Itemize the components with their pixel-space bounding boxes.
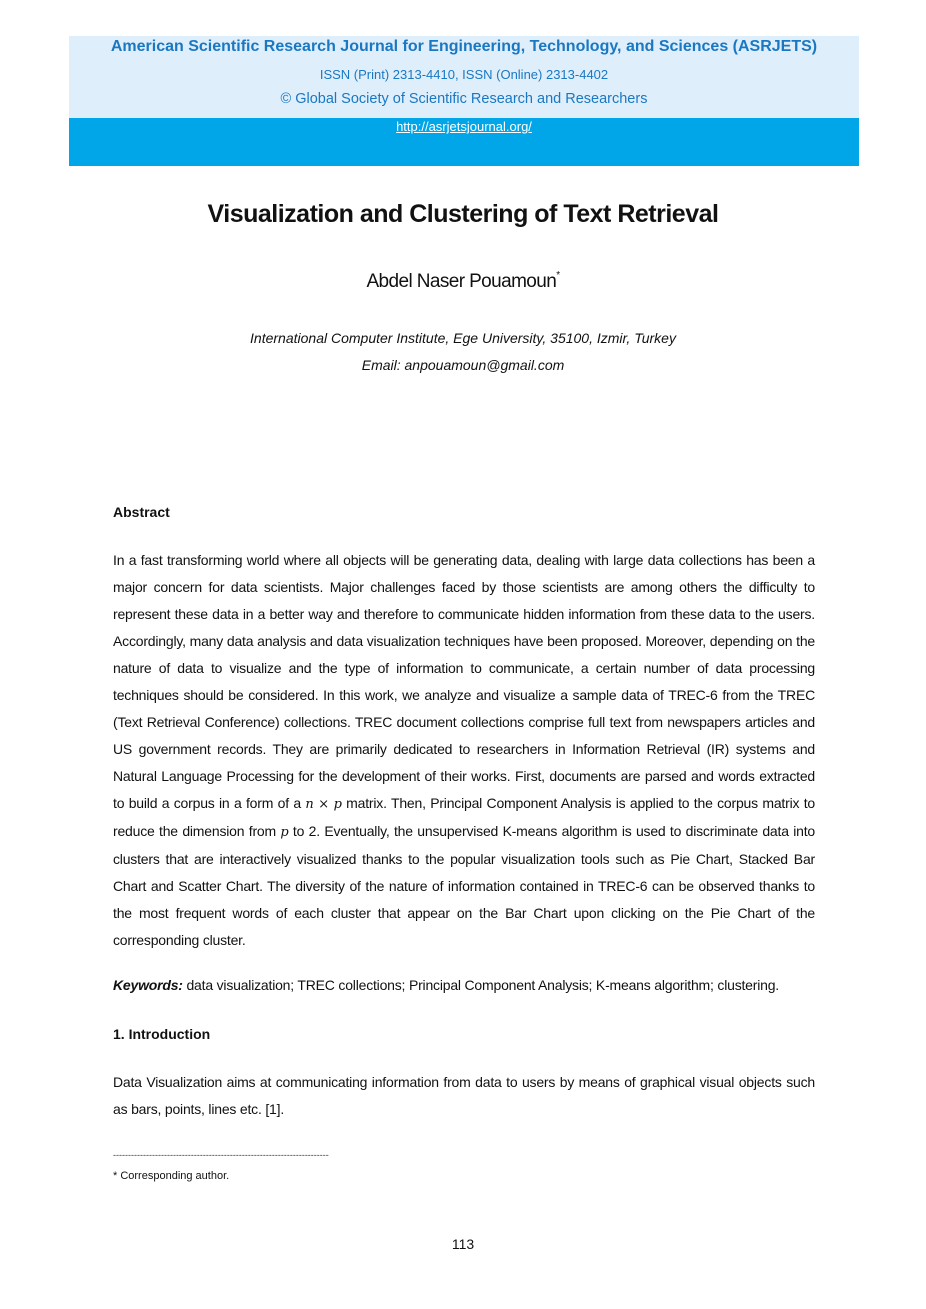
journal-society: © Global Society of Scientific Research and Researchers [280, 91, 648, 107]
keywords-line [113, 977, 815, 993]
math-p: p [280, 825, 289, 840]
journal-url-link[interactable]: http://asrjetsjournal.org/ [396, 119, 532, 134]
author-line [0, 270, 926, 293]
introduction-paragraph: Data Visualization aims at communicating information from data to users by means of graphical visual objects such as bars, points, lines etc. [1]. [113, 1074, 815, 1117]
keywords-text: data visualization; TREC collections; Principal Component Analysis; K-means algorithm; clustering. [182, 977, 780, 993]
keywords-label: Keywords: [113, 977, 183, 993]
author-email: Email: anpouamoun@gmail.com [361, 357, 565, 373]
author-affiliation: International Computer Institute, Ege University, 35100, Izmir, Turkey [250, 330, 676, 346]
math-n-times-p: n × p [305, 797, 342, 812]
abstract-paragraph [113, 547, 815, 954]
abstract-text-part-1: In a fast transforming world where all objects will be generating data, dealing with large data collections has been a major concern for data scientists. Major challenges faced by those scientists are among others the difficulty to represent these data in a better way and therefore to communicate hidden information from these data to the users. Accordingly, many data analysis and data visualization techniques have been proposed. Moreover, depending on the nature of data to visualize and the type of information to communicate, a certain number of data processing techniques should be considered. In this work, we analyze and visualize a sample data of TREC-6 from the TREC (Text Retrieval Conference) collections. TREC document collections comprise full text from newspapers articles and US government records. They are primarily dedicated to researchers in Information Retrieval (IR) systems and Natural Language Processing for the development of their works. First, documents are parsed and words extracted to build a corpus in a form of a [113, 552, 815, 811]
abstract-heading: Abstract [113, 504, 170, 520]
paper-title: Visualization and Clustering of Text Retrieval [207, 200, 719, 228]
introduction-heading: 1. Introduction [113, 1026, 211, 1042]
journal-title: American Scientific Research Journal for Engineering, Technology, and Sciences (ASRJETS) [110, 38, 818, 55]
abstract-text-part-2: matrix. Then, Principal Component Analysis is applied to the corpus matrix to reduce the dimension from [113, 795, 815, 839]
footnote-text: * Corresponding author. [113, 1170, 230, 1182]
author-mark: * [556, 270, 560, 281]
abstract-text-part-3: to 2. Eventually, the unsupervised K-means algorithm is used to discriminate data into clusters that are interactively visualized thanks to the popular visualization tools such as Pie Chart, Stacked Bar Chart and Scatter Chart. The diversity of the nature of information contained in TREC-6 can be observed thanks to the most frequent words of each cluster that appear on the Bar Chart upon clicking on the Pie Chart of the corresponding cluster. [113, 823, 815, 948]
page-number: 113 [451, 1236, 475, 1252]
footnote-rule: ------------------------------------------------------------------------ [113, 1150, 329, 1160]
author-name: Abdel Naser Pouamoun [366, 271, 557, 292]
journal-issn: ISSN (Print) 2313-4410, ISSN (Online) 2313-4402 [319, 67, 609, 82]
